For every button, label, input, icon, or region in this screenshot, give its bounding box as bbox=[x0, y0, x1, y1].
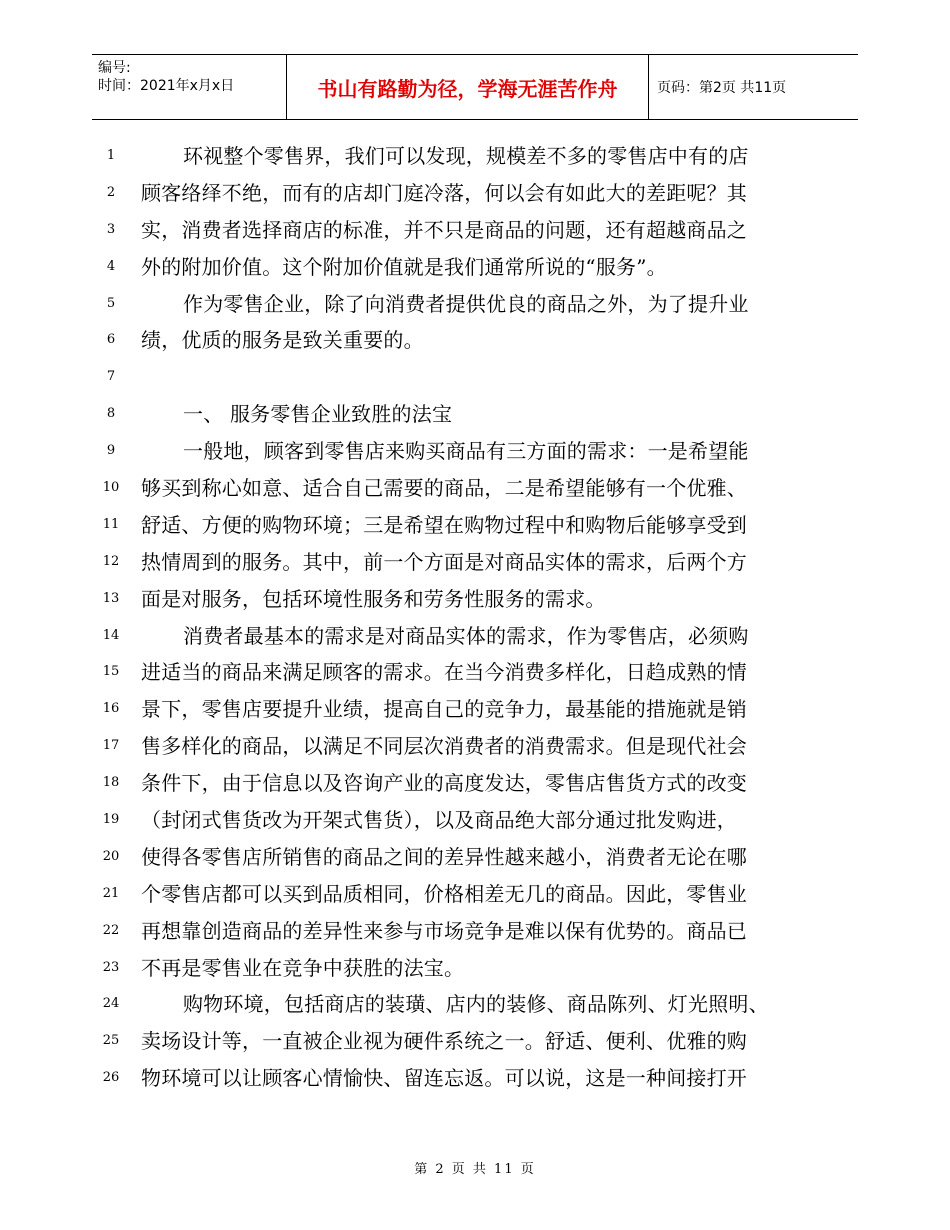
line-text: 实，消费者选择商店的标准，并不只是商品的问题，还有超越商品之 bbox=[141, 217, 747, 242]
text-line bbox=[0, 544, 950, 581]
text-line bbox=[0, 175, 950, 212]
text-line bbox=[0, 654, 950, 691]
line-text: 购物环境，包括商店的装璜、店内的装修、商品陈列、灯光照明、 bbox=[183, 992, 769, 1017]
text-line bbox=[0, 433, 950, 470]
line-number: 12 bbox=[102, 553, 120, 569]
line-text: 售多样化的商品，以满足不同层次消费者的消费需求。但是现代社会 bbox=[141, 734, 747, 759]
line-number: 24 bbox=[102, 996, 120, 1012]
line-number: 7 bbox=[106, 369, 116, 385]
text-line bbox=[0, 249, 950, 286]
line-text: 一般地，顾客到零售店来购买商品有三方面的需求：一是希望能 bbox=[183, 439, 749, 464]
line-number: 14 bbox=[102, 627, 120, 643]
text-line bbox=[0, 138, 950, 175]
text-line bbox=[0, 913, 950, 950]
line-number: 16 bbox=[102, 701, 120, 717]
line-number: 23 bbox=[102, 959, 120, 975]
line-number: 13 bbox=[102, 590, 120, 606]
page-footer: 第 2 页 共 11 页 bbox=[414, 1162, 536, 1177]
line-text: 环视整个零售界，我们可以发现，规模差不多的零售店中有的店 bbox=[183, 144, 749, 168]
line-number: 15 bbox=[102, 664, 120, 680]
line-text: （封闭式售货改为开架式售货），以及商品绝大部分通过批发购进， bbox=[141, 808, 737, 833]
line-text: 不再是零售业在竞争中获胜的法宝。 bbox=[141, 955, 465, 980]
text-line bbox=[0, 322, 950, 359]
document-body bbox=[0, 138, 950, 1097]
line-number: 4 bbox=[106, 258, 116, 274]
line-text: 外的附加价值。这个附加价值就是我们通常所说的“服务”。 bbox=[141, 254, 667, 279]
text-line bbox=[0, 359, 950, 396]
line-text: 顾客络绎不绝，而有的店却门庭冷落，何以会有如此大的差距呢？其 bbox=[141, 180, 747, 205]
line-number: 1 bbox=[106, 148, 116, 163]
line-number: 18 bbox=[102, 775, 120, 791]
line-number: 21 bbox=[102, 885, 120, 901]
text-line bbox=[0, 618, 950, 655]
line-text: 进适当的商品来满足顾客的需求。在当今消费多样化，日趋成熟的情 bbox=[141, 660, 747, 685]
line-text: 热情周到的服务。其中，前一个方面是对商品实体的需求，后两个方 bbox=[141, 549, 747, 574]
header-page-info: 页码：第2页 共11页 bbox=[657, 80, 787, 96]
line-number: 10 bbox=[102, 480, 120, 496]
line-number: 3 bbox=[106, 221, 116, 237]
text-line bbox=[0, 581, 950, 618]
text-line bbox=[0, 1060, 950, 1097]
line-text: 景下，零售店要提升业绩，提高自己的竞争力，最基能的措施就是销 bbox=[141, 697, 747, 722]
text-line bbox=[0, 396, 950, 433]
text-line bbox=[0, 470, 950, 507]
line-number: 9 bbox=[106, 443, 116, 459]
line-number: 11 bbox=[102, 516, 120, 532]
text-line bbox=[0, 839, 950, 876]
line-text: 条件下，由于信息以及咨询产业的高度发达，零售店售货方式的改变 bbox=[141, 771, 747, 796]
line-text: 再想靠创造商品的差异性来参与市场竞争是难以保有优势的。商品已 bbox=[141, 918, 747, 943]
line-text: 作为零售企业，除了向消费者提供优良的商品之外，为了提升业 bbox=[183, 291, 749, 316]
line-number: 20 bbox=[102, 848, 120, 864]
line-text: 舒适、方便的购物环境；三是希望在购物过程中和购物后能够享受到 bbox=[141, 512, 747, 537]
line-number: 5 bbox=[106, 295, 116, 311]
document-header bbox=[92, 54, 858, 120]
text-line bbox=[0, 950, 950, 987]
text-line bbox=[0, 986, 950, 1023]
line-text: 一、 服务零售企业致胜的法宝 bbox=[183, 402, 453, 427]
text-line bbox=[0, 1023, 950, 1060]
line-text: 物环境可以让顾客心情愉快、留连忘返。可以说，这是一种间接打开 bbox=[141, 1066, 747, 1091]
line-number: 25 bbox=[102, 1033, 120, 1049]
text-line bbox=[0, 876, 950, 913]
line-number: 26 bbox=[102, 1070, 120, 1086]
text-line bbox=[0, 802, 950, 839]
line-text: 个零售店都可以买到品质相同，价格相差无几的商品。因此，零售业 bbox=[141, 881, 747, 906]
line-number: 2 bbox=[106, 184, 116, 200]
time-label: 时间：2021年x月x日 bbox=[98, 78, 235, 94]
line-text: 面是对服务，包括环境性服务和劳务性服务的需求。 bbox=[141, 586, 606, 611]
line-text: 卖场设计等，一直被企业视为硬件系统之一。舒适、便利、优雅的购 bbox=[141, 1029, 747, 1054]
line-text: 够买到称心如意、适合自己需要的商品，二是希望能够有一个优雅、 bbox=[141, 476, 747, 501]
header-motto: 书山有路勤为径，学海无涯苦作舟 bbox=[287, 55, 649, 119]
header-meta bbox=[92, 55, 287, 119]
line-text: 使得各零售店所销售的商品之间的差异性越来越小，消费者无论在哪 bbox=[141, 844, 747, 869]
line-number: 22 bbox=[102, 922, 120, 938]
line-number: 6 bbox=[106, 332, 116, 348]
text-line bbox=[0, 212, 950, 249]
line-text: 消费者最基本的需求是对商品实体的需求，作为零售店，必须购 bbox=[183, 623, 749, 648]
text-line bbox=[0, 765, 950, 802]
number-label: 编号: bbox=[98, 60, 131, 76]
text-line bbox=[0, 286, 950, 323]
line-text: 绩，优质的服务是致关重要的。 bbox=[141, 328, 424, 353]
line-number: 17 bbox=[102, 738, 120, 754]
line-number: 19 bbox=[102, 812, 120, 828]
text-line bbox=[0, 691, 950, 728]
line-number: 8 bbox=[106, 406, 116, 422]
text-line bbox=[0, 728, 950, 765]
text-line bbox=[0, 507, 950, 544]
